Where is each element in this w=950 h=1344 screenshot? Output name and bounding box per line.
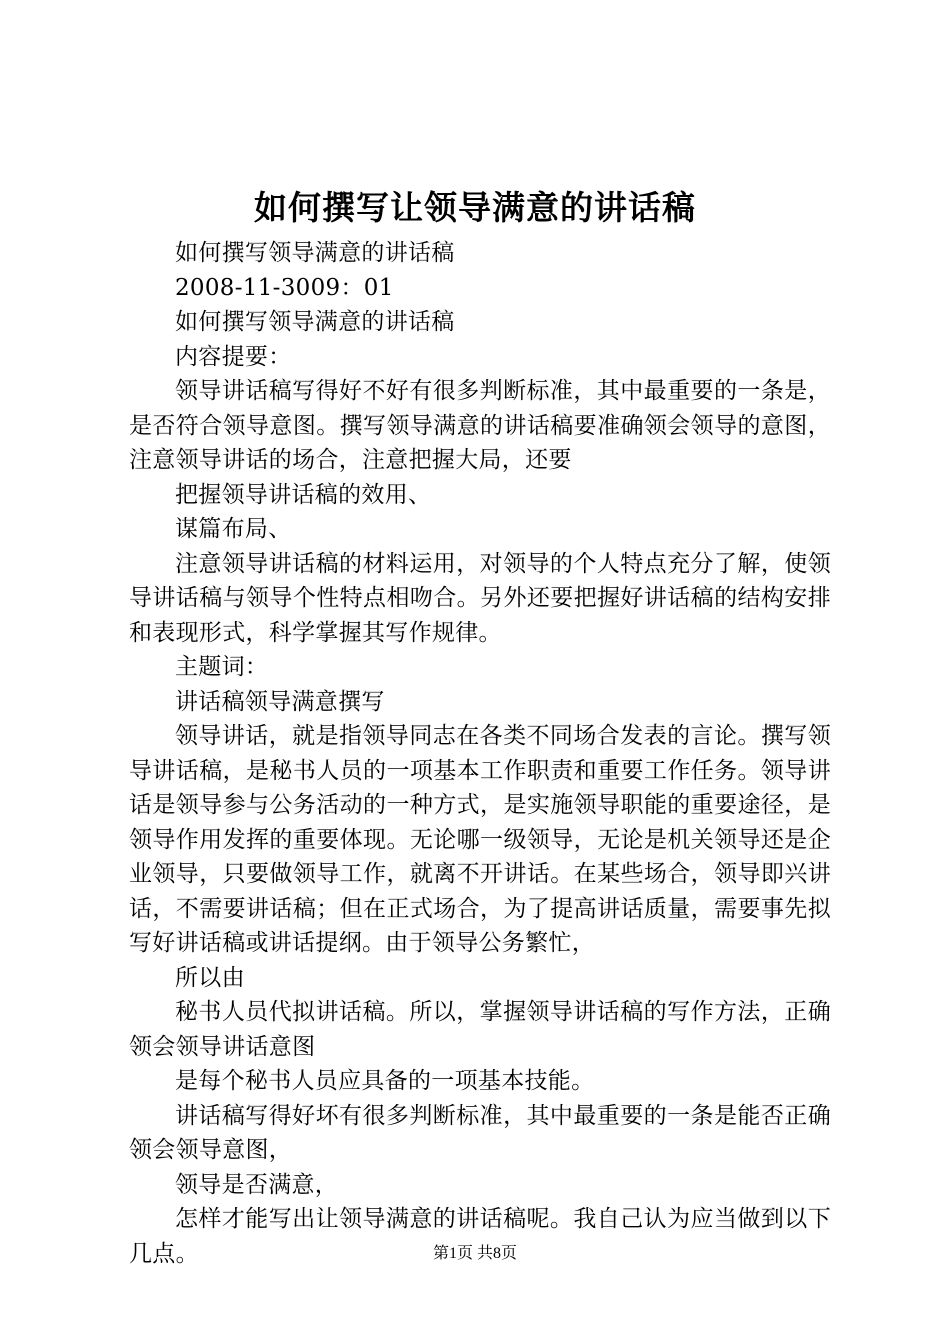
document-title: 如何撰写让领导满意的讲话稿 — [254, 188, 696, 227]
paragraph: 如何撰写领导满意的讲话稿 — [175, 309, 455, 335]
paragraph-keywords: 讲话稿领导满意撰写 — [175, 688, 385, 715]
paragraph-keywords-label: 主题词： — [175, 654, 269, 680]
paragraph-date: 2008-11-3009：01 — [175, 274, 394, 301]
paragraph: 把握领导讲话稿的效用、 — [175, 481, 432, 508]
document-body — [129, 236, 831, 1271]
paragraph-abstract-label: 内容提要： — [175, 343, 292, 370]
paragraph: 是每个秘书人员应具备的一项基本技能。 — [175, 1068, 595, 1094]
paragraph: 讲话稿写得好坏有很多判断标准，其中最重要的一条是能否正确领会领导意图， — [129, 1102, 831, 1163]
paragraph: 注意领导讲话稿的材料运用，对领导的个人特点充分了解，使领导讲话稿与领导个性特点相吻合。另外还要把握好讲话稿的结构安排和表现形式，科学掌握其写作规律。 — [129, 550, 831, 646]
paragraph: 谋篇布局、 — [175, 516, 292, 542]
paragraph: 怎样才能写出让领导满意的讲话稿呢。我自己认为应当做到以下几点。 — [129, 1206, 831, 1267]
paragraph: 领导讲话稿写得好不好有很多判断标准，其中最重要的一条是，是否符合领导意图。撰写领导满意的讲话稿要准确领会领导的意图，注意领导讲话的场合，注意把握大局，还要 — [129, 378, 831, 473]
paragraph: 领导是否满意， — [175, 1171, 339, 1198]
page-number-footer: 第1页 共8页 — [432, 1245, 517, 1262]
paragraph: 秘书人员代拟讲话稿。所以，掌握领导讲话稿的写作方法，正确领会领导讲话意图 — [129, 999, 831, 1060]
paragraph: 所以由 — [175, 964, 245, 991]
paragraph: 如何撰写领导满意的讲话稿 — [175, 240, 455, 266]
paragraph: 领导讲话，就是指领导同志在各类不同场合发表的言论。撰写领导讲话稿，是秘书人员的一项基本工作职责和重要工作任务。领导讲话是领导参与公务活动的一种方式，是实施领导职能的重要途径，是领导作用发挥的重要体现。无论哪一级领导，无论是机关领导还是企业领导，只要做领导工作，就离不开讲话。在某些场合，领导即兴讲话，不需要讲话稿；但在正式场合，为了提高讲话质量，需要事先拟写好讲话稿或讲话提纲。由于领导公务繁忙， — [129, 723, 831, 956]
